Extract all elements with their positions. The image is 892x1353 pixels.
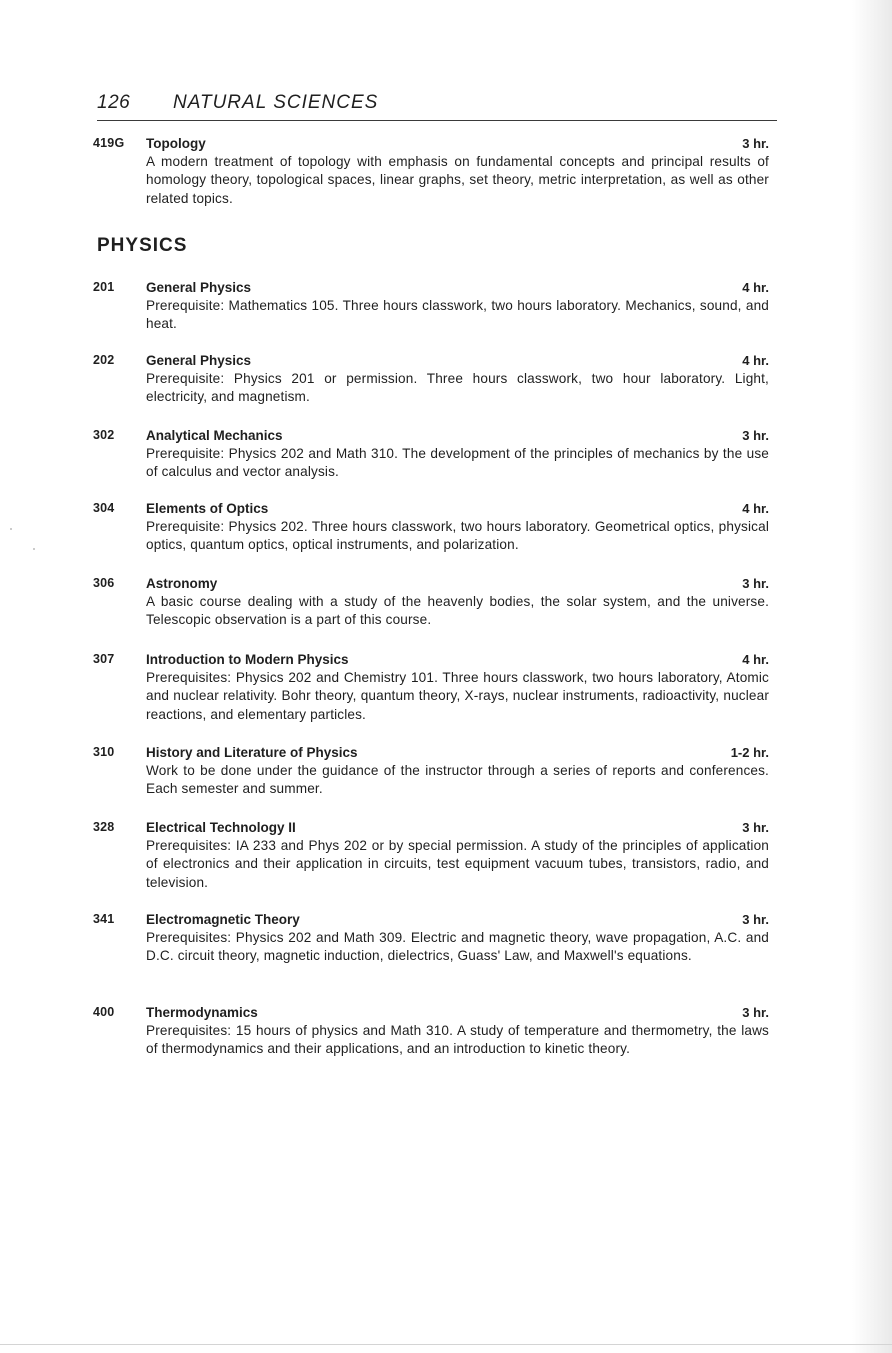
- course-hours: 4 hr.: [742, 501, 769, 516]
- running-header: [97, 92, 777, 121]
- course-hours: 4 hr.: [742, 280, 769, 295]
- course-hours: 3 hr.: [742, 136, 769, 151]
- course-title: Electrical Technology II: [146, 820, 296, 835]
- course-description: Prerequisites: IA 233 and Phys 202 or by special permission. A study of the principles of application of electronics and their application in circuits, test equipment vacuum tubes, transistors, radio, and television.: [146, 838, 769, 890]
- course-number: 419G: [93, 136, 125, 150]
- course-description: A modern treatment of topology with emphasis on fundamental concepts and principal results of homology theory, topological spaces, linear graphs, set theory, metric interpretation, as well as other related topics.: [146, 154, 769, 206]
- course-number: 310: [93, 745, 115, 759]
- course-title: Introduction to Modern Physics: [146, 652, 349, 667]
- course-hours: 3 hr.: [742, 1005, 769, 1020]
- course-number: 306: [93, 576, 115, 590]
- course-title: Analytical Mechanics: [146, 428, 283, 443]
- course-number: 400: [93, 1005, 115, 1019]
- course-hours: 3 hr.: [742, 912, 769, 927]
- course-title: Elements of Optics: [146, 501, 269, 516]
- course-description: Prerequisites: Physics 202 and Chemistry 101. Three hours classwork, two hours laboratory, Atomic and nuclear relativity. Bohr theory, quantum theory, X-rays, nuclear instruments, radioactivity, nuclear reactions, and elementary particles.: [146, 670, 769, 722]
- course-hours: 4 hr.: [742, 353, 769, 368]
- course-description: Work to be done under the guidance of the instructor through a series of reports and conferences. Each semester and summer.: [146, 763, 769, 797]
- course-description: Prerequisite: Physics 202. Three hours classwork, two hours laboratory. Geometrical optics, physical optics, quantum optics, optical instruments, and polarization.: [146, 519, 769, 553]
- course-description: Prerequisites: 15 hours of physics and Math 310. A study of temperature and thermometry, the laws of thermodynamics and their applications, and an introduction to kinetic theory.: [146, 1023, 769, 1057]
- course-title: Electromagnetic Theory: [146, 912, 300, 927]
- course-description: Prerequisite: Mathematics 105. Three hours classwork, two hours laboratory. Mechanics, sound, and heat.: [146, 298, 769, 332]
- scan-speck: [33, 548, 35, 550]
- course-hours: 3 hr.: [742, 428, 769, 443]
- course-description: Prerequisites: Physics 202 and Math 309. Electric and magnetic theory, wave propagation, A.C. and D.C. circuit theory, magnetic induction, dielectrics, Guass' Law, and Maxwell's equations.: [146, 930, 769, 964]
- course-hours: 1-2 hr.: [730, 745, 769, 760]
- course-title: General Physics: [146, 353, 252, 368]
- section-title: NATURAL SCIENCES: [173, 92, 379, 113]
- course-title: General Physics: [146, 280, 252, 295]
- course-number: 302: [93, 428, 115, 442]
- course-title: Thermodynamics: [146, 1005, 258, 1020]
- course-number: 341: [93, 912, 115, 926]
- course-description: A basic course dealing with a study of the heavenly bodies, the solar system, and the universe. Telescopic observation is a part of this course.: [146, 594, 769, 628]
- course-hours: 4 hr.: [742, 652, 769, 667]
- scan-edge-shadow: [852, 0, 892, 1353]
- course-number: 307: [93, 652, 115, 666]
- course-hours: 3 hr.: [742, 576, 769, 591]
- course-description: Prerequisite: Physics 201 or permission. Three hours classwork, two hour laboratory. Light, electricity, and magnetism.: [146, 371, 769, 405]
- course-number: 201: [93, 280, 115, 294]
- page-number: 126: [97, 92, 131, 113]
- course-hours: 3 hr.: [742, 820, 769, 835]
- scan-bottom-edge: [0, 1344, 892, 1345]
- course-number: 328: [93, 820, 115, 834]
- course-number: 202: [93, 353, 115, 367]
- course-description: Prerequisite: Physics 202 and Math 310. The development of the principles of mechanics by the use of calculus and vector analysis.: [146, 446, 769, 480]
- course-title: History and Literature of Physics: [146, 745, 358, 760]
- course-title: Astronomy: [146, 576, 218, 591]
- department-heading: PHYSICS: [97, 235, 188, 256]
- scan-speck: [10, 528, 12, 530]
- course-number: 304: [93, 501, 115, 515]
- course-title: Topology: [146, 136, 206, 151]
